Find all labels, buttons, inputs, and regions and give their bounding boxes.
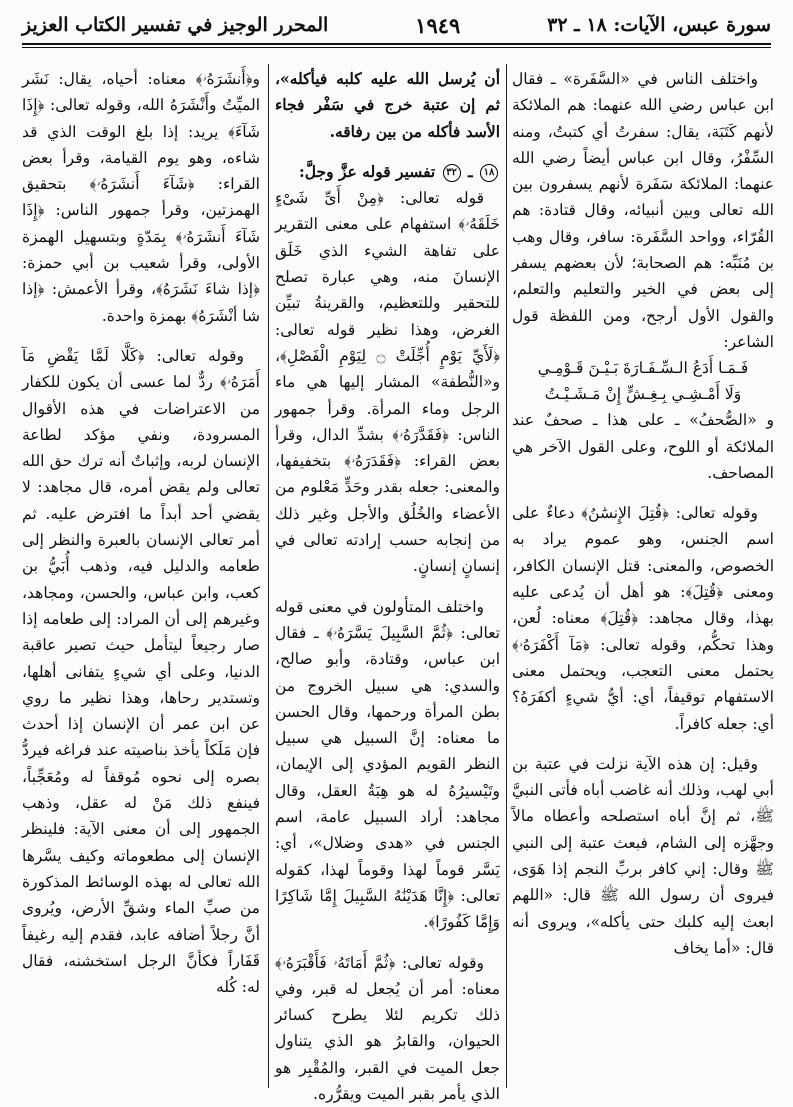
poem-line-2: وَلَا أَمْـشِـي بِـغِـشٍّ إِنْ مَـشَـيْـتُ [512, 381, 774, 407]
text-column-left [22, 66, 260, 1088]
text-column-middle [275, 66, 500, 1088]
paragraph-utbah: وقيل: إن هذه الآية نزلت في عتبة بن أبي لهب، وذلك أنه غاضب أباه فأتى النبيَّ ﷺ، ثم إنَّ أباه استصلحه وأعطاه مالاً وجهَّزه إلى الشام، فبعث عتبة إلى النبي ﷺ وقال: إني كافر بربِّ النجم إذا هَوَى، فيروى أن رسول الله ﷺ قال: «اللهم ابعث إليه كلبك حتى يأكله»، ويروى أنه قال: «أما يخاف [512, 751, 774, 961]
header-rule-thick [22, 43, 771, 45]
paragraph-kalla: وقوله تعالى: ﴿كَلَّا لَمَّا يَقْضِ مَآ أَمَرَهُۥ﴾ ردٌّ لما عسى أن يكون للكفار من الاعتراضات في هذه الأقوال المسرودة، ونفي مؤكد لطاعة الإنسان لربه، وإثباتٌ أنه ترك حق الله تعالى ولم يقض أمره، قال مجاهد: لا يقضي أحد أبداً ما افترض عليه. ثم أمر تعالى الإنسان بالعبرة والنظر إلى طعامه والدليل فيه، وذهب أُبَيُّ بن كعب، وابن عباس، والحسن، ومجاهد، وغيرهم إلى أن المراد: إلى طعامه إذا صار رجيعاً ليتأمل حيث تصير عاقبة الدنيا، وعلى أي شيءٍ يتفانى أهلها، وتستدير رحاها، وهذا نظير ما روي عن ابن عمر أن الإنسان إذا أحدث فإن مَلَكاً يأخذ بناصيته عند فراغه فيردُّ بصره إلى نحوه مُوقفاً له ومُعَجِّباً، فينفع ذلك مَنْ له عقل، وذهب الجمهور إلى أن معنى الآية: فلينظر الإنسان إلى مطعوماته وكيف يسَّرها الله تعالى له بهذه الوسائط المذكورة من صبِّ الماء وشقِّ الأرض، ويُروى أنَّ رجلاً أضافه عابد، فقدم إليه رغيفاً قَفَاراً فكأنَّ الرجل استخشنه، فقال له: كُله [22, 343, 260, 1000]
paragraph-continuation: أن يُرسل الله عليه كلبه فيأكله»، ثم إن عتبة خرج في سَفْر فجاء الأسد فأكله من بين رفاقه. [275, 66, 500, 145]
header-rule-thin [22, 47, 771, 48]
column-divider-right [506, 64, 507, 1088]
paragraph-safara: واختلف الناس في «السَّفَرة» ـ فقال ابن عباس رضي الله عنهما: هم الملائكة لأنهم كَتَبَة، يقال: سفرتُ أي كتبتُ، ومنه السِّفْرُ، وقال ابن عباس أيضاً رضي الله عنهما: الملائكة سَفَرة لأنهم يسفرون بين الله تعالى وبين أنبيائه، وقال قتادة: هم القُرّاء، وواحد السَّفَرة: سافر، وقال وهب بن مُنَبِّه: هم الصحابة؛ لأن بعضهم يسفر إلى بعض في الخير والتعليم والتعلم، والقول الأول أرجح، ومن اللفظة قول الشاعر: [512, 66, 774, 355]
paragraph-min-ayyi-shay: قوله تعالى: ﴿مِنْ أَىِّ شَىْءٍ خَلَقَهُۥ﴾ استفهام على معنى التقرير على تفاهة الشيء الذي خَلَق الإنسانَ منه، وهي عبارة تصلح للتحقير وللتعظيم، والقرينةُ تبيِّن الغرض، وهذا نظير قوله تعالى: ﴿لَأَيِّ يَوْمٍ أُجِّلَتْ ۝ لِيَوْمِ الْفَصْلِ﴾، و«النُّطفة» المشار إليها هي ماء الرجل وماء المرأة. وقرأ جمهور الناس: ﴿فَقَدَّرَهُۥ﴾ بشدِّ الدال، وقرأ بعض القراء: ﴿فَقَدَرَهُۥ﴾ بتخفيفها، والمعنى: جعله بقدر وحَدٍّ مَعْلوم من الأعضاء والخُلُق والأجل وغير ذلك من إنجابه حسب إرادته تعالى في إنسانٍ إنسانٍ. [275, 185, 500, 579]
paragraph-qutila: وقوله تعالى: ﴿قُتِلَ الإِنسَٰنُ﴾ دعاءٌ على اسم الجنس، وهو عموم يراد به الخصوص، والمعنى: قتل الإنسان الكافر، ومعنى ﴿قُتِلَ﴾: هو أهل أن يُدعى عليه بهذا، وقال مجاهد: ﴿قُتِلَ﴾ معناه: لُعن، وهذا تحكُّم، وقوله تعالى: ﴿مَآ أَكْفَرَهُۥ﴾ يحتمل معنى التعجب، ويحتمل معنى الاستفهام توقيفاً، أي: أيُّ شيءٍ أكفَرَهُ؟ أي: جعله كافراً. [512, 500, 774, 737]
text-column-right [512, 66, 774, 1088]
paragraph-suhuf: و «الصُّحفُ» ـ على هذا ـ صحفٌ عند الملائكة أو اللوح، وعلى القول الآخر هي المصاحف. [512, 407, 774, 486]
page-number: ١٩٤٩ [415, 13, 460, 38]
header-surah-verses: سورة عبس، الآيات: ١٨ ـ ٣٢ [547, 14, 771, 36]
section-dash: ـ [468, 162, 473, 181]
verse-end-medallion: ٣٢ [443, 164, 461, 182]
section-heading-text: تفسير قوله عزَّ وجلَّ: [299, 162, 435, 181]
running-header [22, 10, 771, 40]
paragraph-sabil: واختلف المتأولون في معنى قوله تعالى: ﴿ثُمَّ السَّبِيلَ يَسَّرَهُۥ﴾ ـ فقال ابن عباس، وقتادة، وأبو صالح، والسدي: هي سبيل الخروج من بطن المرأة ورحمها، وقال الحسن ما معناه: إنَّ السبيل هي سبيل النظر القويم المؤدي إلى الإيمان، وتَيْسيرُهُ له هو هِبَةُ العقل، وقال مجاهد: أراد السبيل عامة، اسم الجنس في «هدى وضلال»، أي: يَسَّر قوماً لهذا وقوماً لهذا، كقوله تعالى: ﴿إِنَّا هَدَيْنَٰهُ السَّبِيلَ إِمَّا شَاكِرًا وَإِمَّا كَفُورًا﴾. [275, 594, 500, 936]
paragraph-ansharah: و﴿أَنشَرَهُۥ﴾ معناه: أحياه، يقال: نَشَر الميِّتُ وأَنْشَرَهُ الله، وقوله تعالى: ﴿إِذَا شَآءَ﴾ يريد: إذا بلغ الوقت الذي قد شاءه، وهو يوم القيامة، وقرأ بعض القراء: ﴿شَآءَ أَنشَرَهُۥ﴾ بتحقيق الهمزتين، وقرأ جمهور الناس: ﴿إِذَا شَآءَ أَنشَرَهُۥ﴾ بِمَدّةٍ وبتسهيل الهمزة الأولى، وقرأ شعيب بن أبي حمزة: ﴿إذا شاءَ نَشَرَهُ﴾، وقرأ الأعمش: ﴿إذا شا أنْشَرَهُ﴾ بهمزة واحدة. [22, 66, 260, 329]
section-heading [275, 159, 500, 185]
verse-start-medallion: ١٨ [480, 164, 498, 182]
header-book-title: المحرر الوجيز في تفسير الكتاب العزيز [22, 14, 328, 36]
poem-line-1: فَـمَـا أَدَعُ الـسِّـفَـارَةَ بَـيْـنَ قَـوْمِـي [512, 355, 774, 381]
paragraph-aqbarah: وقوله تعالى: ﴿ثُمَّ أَمَاتَهُۥ فَأَقْبَرَهُۥ﴾ معناه: أمر أن يُجعل له قبر، وفي ذلك تكريم لئلا يطرح كسائر الحيوان، والقابرُ هو الذي يتناول جعل الميت في القبر، والمُقْبِر هو الذي يأمر بقبر الميت ويقرُّره. [275, 950, 500, 1107]
column-divider-left [268, 64, 269, 1088]
